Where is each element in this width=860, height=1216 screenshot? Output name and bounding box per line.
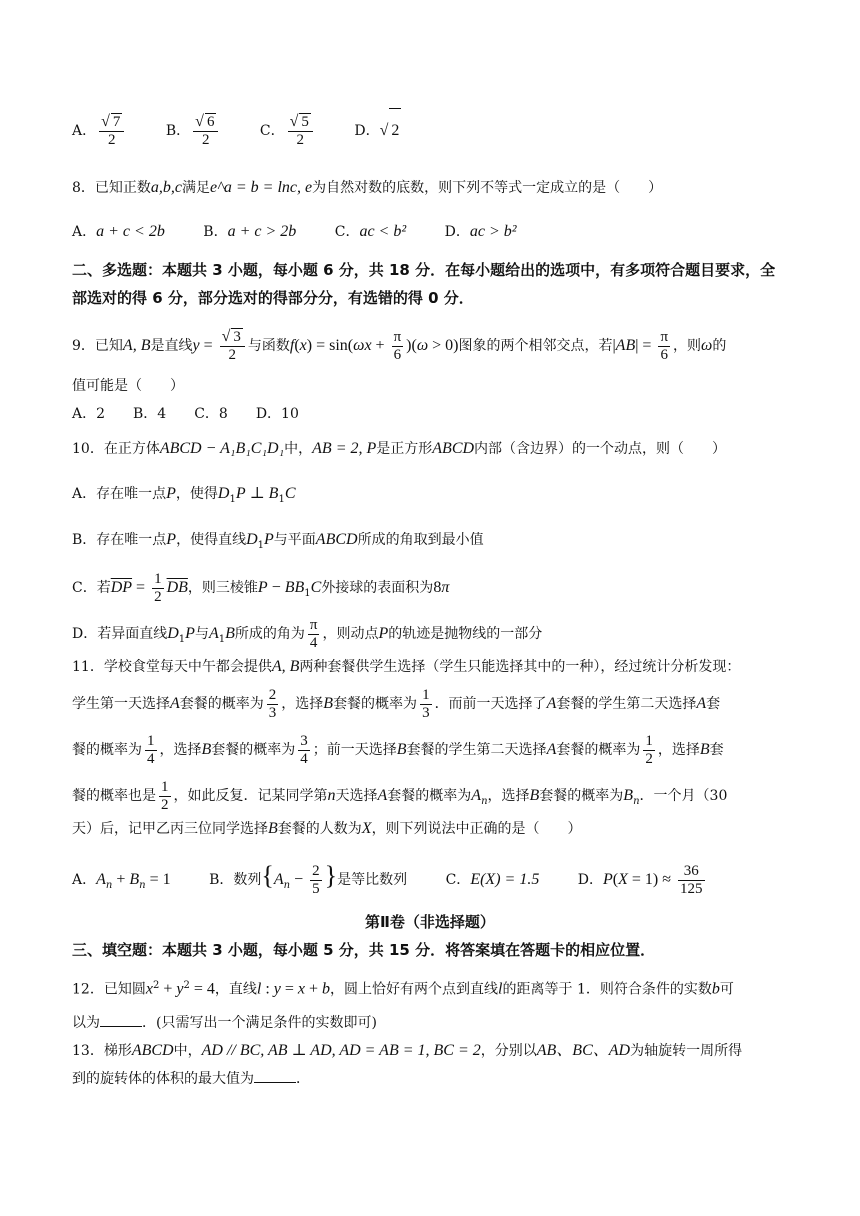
q10-stem: 10．在正方体ABCD − A₁B₁C₁D₁中，AB = 2, P是正方形ABCD内部（含边界）的一个动点，则（ ） bbox=[72, 440, 727, 457]
section2-heading: 二、多选题：本题共 3 小题，每小题 6 分，共 18 分．在每小题给出的选项中，有多项符合题目要求，全部选对的得 6 分，部分选对的得部分分，有选错的得 0 分． bbox=[72, 261, 776, 307]
q10-option-c: C．若$\overline{DP}$ = $\frac{1}{2}$ $\overline{DB}$，则三棱锥$P - BB_1C$外接球的表面积为8π bbox=[72, 570, 450, 605]
q9-stem: 9．已知A, B是直线y = $\frac{√ 3}{2}$ 与函数f(x) = sin(ωx + $\frac{\pi}{6}$ )(ω > 0)图象的两个相邻交点，若|AB| = $\frac{\pi}{6}$ ，则ω的 bbox=[72, 328, 727, 363]
q11-line5: 天）后，记甲乙丙三位同学选择B套餐的人数为X，则下列说法中正确的是（ ） bbox=[72, 820, 582, 837]
part2-title: 第Ⅱ卷（非选择题） bbox=[365, 913, 495, 931]
answer-blank bbox=[100, 1012, 142, 1027]
q8-options: A．a + c < 2b B．a + c > 2b C．ac < b² D．ac > b² bbox=[72, 223, 517, 240]
q12-line2: 以为 ．(只需写出一个满足条件的实数即可) bbox=[72, 1012, 790, 1033]
q7-options: A． $\frac{√ 7}{2}$ B． $\frac{√ 6}{2}$ C． $\frac{√ 5}{2}$ D．√ 2 bbox=[72, 108, 790, 152]
q10-option-b: B．存在唯一点P，使得直线$D_1P$与平面ABCD所成的角取到最小值 bbox=[72, 531, 484, 551]
q11-line2: 学生第一天选择A套餐的概率为 $\frac{2}{3}$ ，选择B套餐的概率为 $\frac{1}{3}$ ．而前一天选择了A套餐的学生第二天选择A套 bbox=[72, 686, 721, 721]
q9-options: A．2 B．4 C．8 D．10 bbox=[72, 406, 299, 422]
q13-line2: 到的旋转体的体积的最大值为 ． bbox=[72, 1068, 790, 1089]
q11-line4: 餐的概率也是 $\frac{1}{2}$ ，如此反复．记某同学第n天选择A套餐的概率为$A_n$，选择B套餐的概率为$B_n$．一个月（30 bbox=[72, 778, 728, 813]
q8-stem: 8．已知正数a,b,c满足e^a = b = lnc, e为自然对数的底数，则下列不等式一定成立的是（ ） bbox=[72, 179, 663, 196]
section3-heading: 三、填空题：本题共 3 小题，每小题 5 分，共 15 分．将答案填在答题卡的相应位置． bbox=[72, 941, 656, 959]
q11-line1: 11．学校食堂每天中午都会提供A, B两种套餐供学生选择（学生只能选择其中的一种），经过统计分析发现： bbox=[72, 658, 741, 675]
q13-line1: 13．梯形ABCD中，AD // BC, AB ⊥ AD, AD = AB = 1, BC = 2，分别以AB、BC、AD为轴旋转一周所得 bbox=[72, 1042, 743, 1059]
answer-blank bbox=[254, 1068, 296, 1083]
q12-line1: 12．已知圆$x^2 + y^2 = 4$，直线l : y = x + b，圆上恰好有两个点到直线l的距离等于 1．则符合条件的实数b可 bbox=[72, 980, 734, 998]
q9-tail: 值可能是（ ） bbox=[72, 378, 184, 394]
q10-option-a: A．存在唯一点P，使得$D_1P$ ⊥ $B_1C$ bbox=[72, 485, 296, 505]
q11-line3: 餐的概率为 $\frac{1}{4}$ ，选择B套餐的概率为 $\frac{3}{4}$ ；前一天选择B套餐的学生第二天选择A套餐的概率为 $\frac{1}{2}$ ，选择B套 bbox=[72, 732, 724, 767]
q11-options: A．$A_n + B_n = 1$ B．数列{$A_n$ − $\frac{2}{5}$ }是等比数列 C．E(X) = 1.5 D．P(X = 1) ≈ $\frac{36}{125}$ bbox=[72, 861, 703, 897]
q10-option-d: D．若异面直线$D_1P$与$A_1B$所成的角为 $\frac{\pi}{4}$ ，则动点P的轨迹是抛物线的一部分 bbox=[72, 616, 543, 651]
